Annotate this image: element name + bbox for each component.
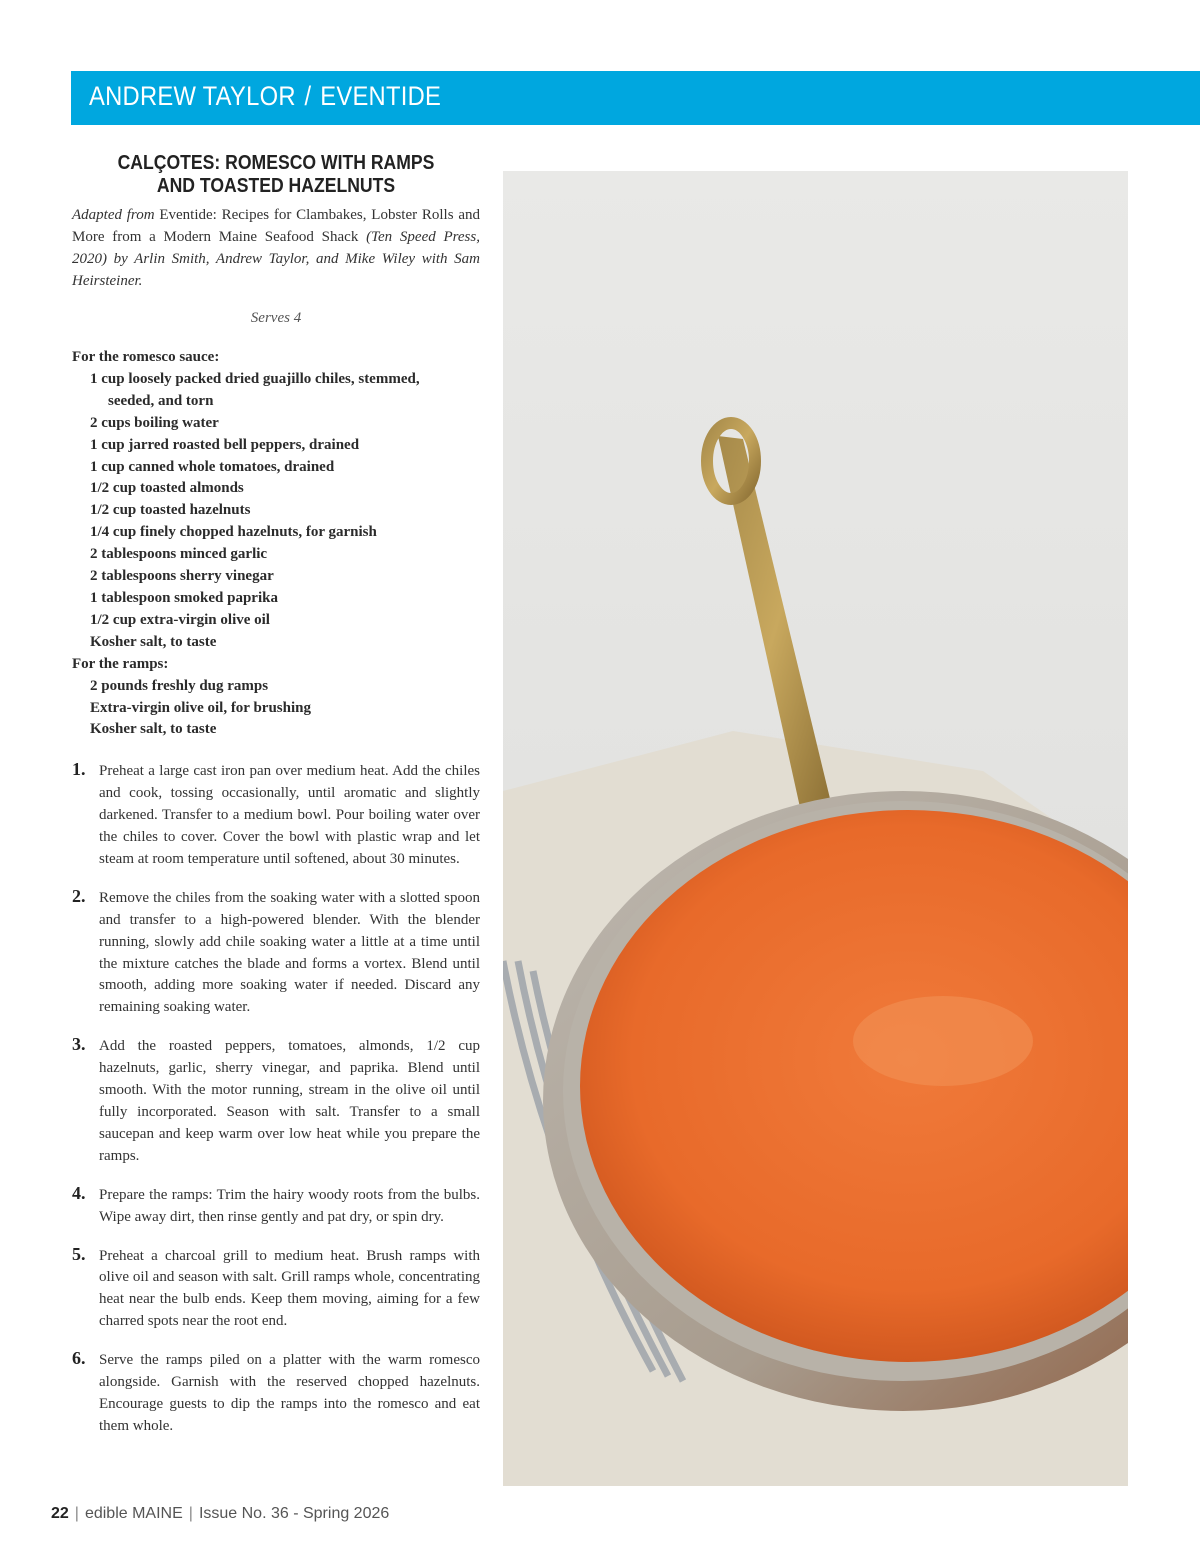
recipe-title-line: AND TOASTED HAZELNUTS — [156, 175, 396, 197]
instruction-step — [72, 1036, 480, 1167]
footer-divider: | — [74, 1505, 79, 1522]
step-number: 4. — [72, 1182, 86, 1203]
recipe-title — [96, 152, 455, 198]
page-number: 22 — [51, 1505, 69, 1522]
ingredient-item: 1/4 cup finely chopped hazelnuts, for garnish — [90, 524, 377, 541]
instructions-list — [72, 761, 480, 1437]
step-number: 3. — [72, 1034, 86, 1055]
ingredient-item: 2 cups boiling water — [90, 414, 219, 431]
restaurant-name: EVENTIDE — [320, 81, 442, 111]
instruction-step — [72, 1182, 480, 1229]
ingredient-item: 1/2 cup toasted almonds — [90, 480, 244, 497]
section-banner — [71, 71, 1200, 125]
step-text: Preheat a large cast iron pan over medium heat. Add the chiles and cook, tossing occasionally, until aromatic and slightly darkened. Transfer to a medium bowl. Pour boiling water over the chiles to cover. Cover the bowl with plastic wrap and let steam at room temperature until softened, about 30 minutes. — [99, 763, 480, 867]
page-footer — [51, 1505, 389, 1523]
ingredient-item: 2 tablespoons sherry vinegar — [90, 568, 274, 585]
romesco-pan-photo — [503, 171, 1128, 1486]
photo-illustration — [503, 171, 1128, 1486]
recipe-title-line: CALÇOTES: ROMESCO WITH RAMPS — [117, 152, 435, 174]
ingredient-item: 1 cup canned whole tomatoes, drained — [90, 458, 335, 475]
ingredients-heading: For the ramps: — [72, 655, 169, 672]
ingredients-heading: For the romesco sauce: — [72, 349, 220, 365]
magazine-name: edible MAINE — [84, 1505, 183, 1522]
instruction-step — [72, 1243, 480, 1334]
banner-title — [89, 81, 441, 112]
serves-label: Serves 4 — [250, 310, 302, 326]
ingredient-item: 2 tablespoons minced garlic — [90, 546, 268, 563]
ingredient-item: 1 cup jarred roasted bell peppers, drained — [90, 436, 360, 453]
recipe-source — [72, 204, 480, 292]
ingredient-item: Extra-virgin olive oil, for brushing — [90, 699, 311, 716]
ingredient-item: 1/2 cup toasted hazelnuts — [90, 502, 251, 519]
author-name: ANDREW TAYLOR — [89, 81, 296, 111]
ingredient-text-continued: seeded, and torn — [108, 392, 214, 409]
ingredient-text: 1 cup loosely packed dried guajillo chiles, stemmed, — [90, 370, 420, 387]
banner-separator: / — [304, 81, 312, 111]
ingredient-item: Kosher salt, to taste — [90, 633, 217, 650]
ingredient-item: 1 tablespoon smoked paprika — [90, 589, 278, 606]
step-text: Add the roasted peppers, tomatoes, almonds, 1/2 cup hazelnuts, garlic, sherry vinegar, and paprika. Blend until smooth. With the motor running, stream in the olive oil until fully incorporated. Season with salt. Transfer to a small saucepan and keep warm over low heat while you prepare the ramps. — [99, 1038, 480, 1164]
step-text: Preheat a charcoal grill to medium heat. Brush ramps with olive oil and season with salt. Grill ramps whole, concentrating heat near the bulb ends. Keep them moving, aiming for a few charred spots near the root end. — [99, 1247, 480, 1330]
step-text: Remove the chiles from the soaking water with a slotted spoon and transfer to a high-powered blender. With the blender running, slowly add chile soaking water a little at a time until the mixture catches the blade and forms a vortex. Blend until smooth, adding more soaking water if needed. Discard any remaining soaking water. — [99, 889, 480, 1016]
instruction-step — [72, 761, 480, 871]
instruction-step — [72, 885, 480, 1019]
sauce-highlight — [853, 996, 1033, 1086]
adapted-suffix: (Ten Speed Press, 2020) by Arlin Smith, Andrew Taylor, and Mike Wiley with Sam Heirsteiner. — [72, 229, 480, 289]
ingredient-item: 2 pounds freshly dug ramps — [90, 677, 269, 694]
adapted-prefix: Adapted from — [72, 207, 155, 223]
step-number: 6. — [72, 1348, 86, 1369]
issue-info: Issue No. 36 - Spring 2026 — [198, 1505, 390, 1522]
ingredient-item: Kosher salt, to taste — [90, 721, 217, 738]
step-text: Prepare the ramps: Trim the hairy woody roots from the bulbs. Wipe away dirt, then rinse gently and pat dry, or spin dry. — [99, 1186, 480, 1225]
step-number: 5. — [72, 1243, 86, 1264]
instruction-step — [72, 1350, 480, 1438]
step-number: 1. — [72, 759, 86, 780]
step-text: Serve the ramps piled on a platter with the warm romesco alongside. Garnish with the reserved chopped hazelnuts. Encourage guests to dip the ramps into the romesco and eat them whole. — [99, 1352, 480, 1434]
step-number: 2. — [72, 885, 86, 906]
recipe-column — [72, 152, 480, 1455]
footer-divider: | — [188, 1505, 193, 1522]
ingredient-item: 1/2 cup extra-virgin olive oil — [90, 611, 270, 628]
ingredients-list — [72, 347, 480, 741]
book-title: Eventide: Recipes for Clambakes, Lobster Rolls and More from a Modern Maine Seafood Shack — [72, 207, 480, 245]
ingredient-item — [72, 369, 480, 413]
